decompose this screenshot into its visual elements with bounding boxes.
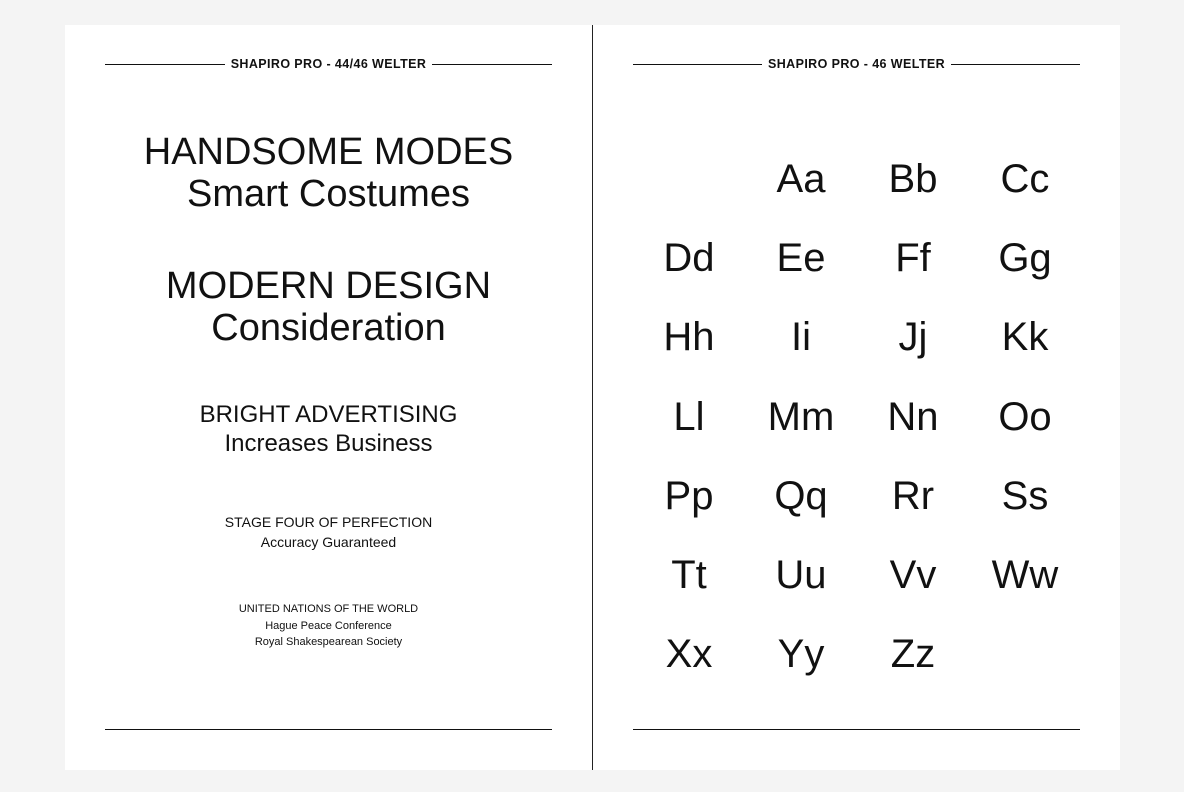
glyph-pair: Ll — [673, 394, 705, 439]
glyph-pair: Gg — [998, 236, 1052, 281]
glyph-pair: Kk — [1001, 315, 1049, 360]
glyph-pair: Ii — [791, 315, 811, 360]
glyph-pair: Dd — [663, 236, 715, 281]
glyph-pair: Mm — [767, 394, 835, 439]
right-page-header — [633, 55, 1080, 73]
left-page-footer-rule — [105, 729, 552, 730]
glyph-pair: Hh — [663, 315, 715, 360]
glyph-pair: Bb — [888, 157, 938, 201]
specimen-upper: BRIGHT ADVERTISING — [199, 401, 458, 428]
glyph-pair: Yy — [777, 632, 825, 677]
specimen-lower: Accuracy Guaranteed — [260, 534, 397, 550]
right-page — [633, 25, 1080, 770]
glyph-pair: Qq — [774, 473, 828, 518]
header-rule-right — [432, 64, 552, 65]
specimen-block-2 — [105, 265, 552, 349]
specimen-upper: HANDSOME MODES — [143, 131, 514, 173]
glyph-pair: Pp — [664, 473, 714, 518]
specimen-lower: Consideration — [211, 307, 446, 349]
glyph-pair: Vv — [889, 553, 937, 597]
specimen-upper: MODERN DESIGN — [165, 265, 492, 307]
header-rule-left — [105, 64, 225, 65]
glyph-pair: Ss — [1001, 473, 1049, 518]
glyph-pair: Jj — [898, 315, 928, 360]
specimen-block-3 — [105, 400, 552, 458]
right-page-footer-rule — [633, 729, 1080, 730]
glyph-pair: Aa — [776, 157, 826, 201]
left-page — [105, 25, 552, 770]
specimen-line-3: Royal Shakespearean Society — [254, 636, 403, 648]
specimen-line-2: Hague Peace Conference — [265, 619, 392, 632]
left-page-header — [105, 55, 552, 73]
right-page-header-text: SHAPIRO PRO - 46 WELTER — [767, 57, 946, 71]
alphabet-grid — [633, 155, 1080, 715]
specimen-lower: Smart Costumes — [187, 173, 470, 215]
glyph-pair: Ww — [991, 553, 1059, 597]
glyph-pair: Ff — [895, 236, 931, 281]
header-rule-right — [951, 64, 1080, 65]
specimen-block-1 — [105, 131, 552, 215]
glyph-pair: Rr — [891, 473, 935, 518]
glyph-pair: Ee — [776, 236, 826, 281]
book-spread — [65, 25, 1120, 770]
glyph-pair: Xx — [665, 632, 713, 677]
glyph-pair: Tt — [671, 553, 707, 597]
glyph-pair: Nn — [887, 394, 939, 439]
specimen-block-5 — [105, 601, 552, 651]
glyph-pair: Uu — [775, 553, 827, 597]
left-page-header-text: SHAPIRO PRO - 44/46 WELTER — [230, 57, 427, 71]
specimen-block-4 — [105, 512, 552, 552]
specimen-line-1: UNITED NATIONS OF THE WORLD — [238, 603, 419, 615]
glyph-pair: Zz — [890, 632, 936, 677]
page-gutter — [592, 25, 593, 770]
specimen-lower: Increases Business — [224, 430, 433, 457]
glyph-pair: Cc — [1000, 157, 1050, 201]
header-rule-left — [633, 64, 762, 65]
specimen-upper: STAGE FOUR OF PERFECTION — [224, 514, 433, 530]
glyph-pair: Oo — [998, 394, 1052, 439]
